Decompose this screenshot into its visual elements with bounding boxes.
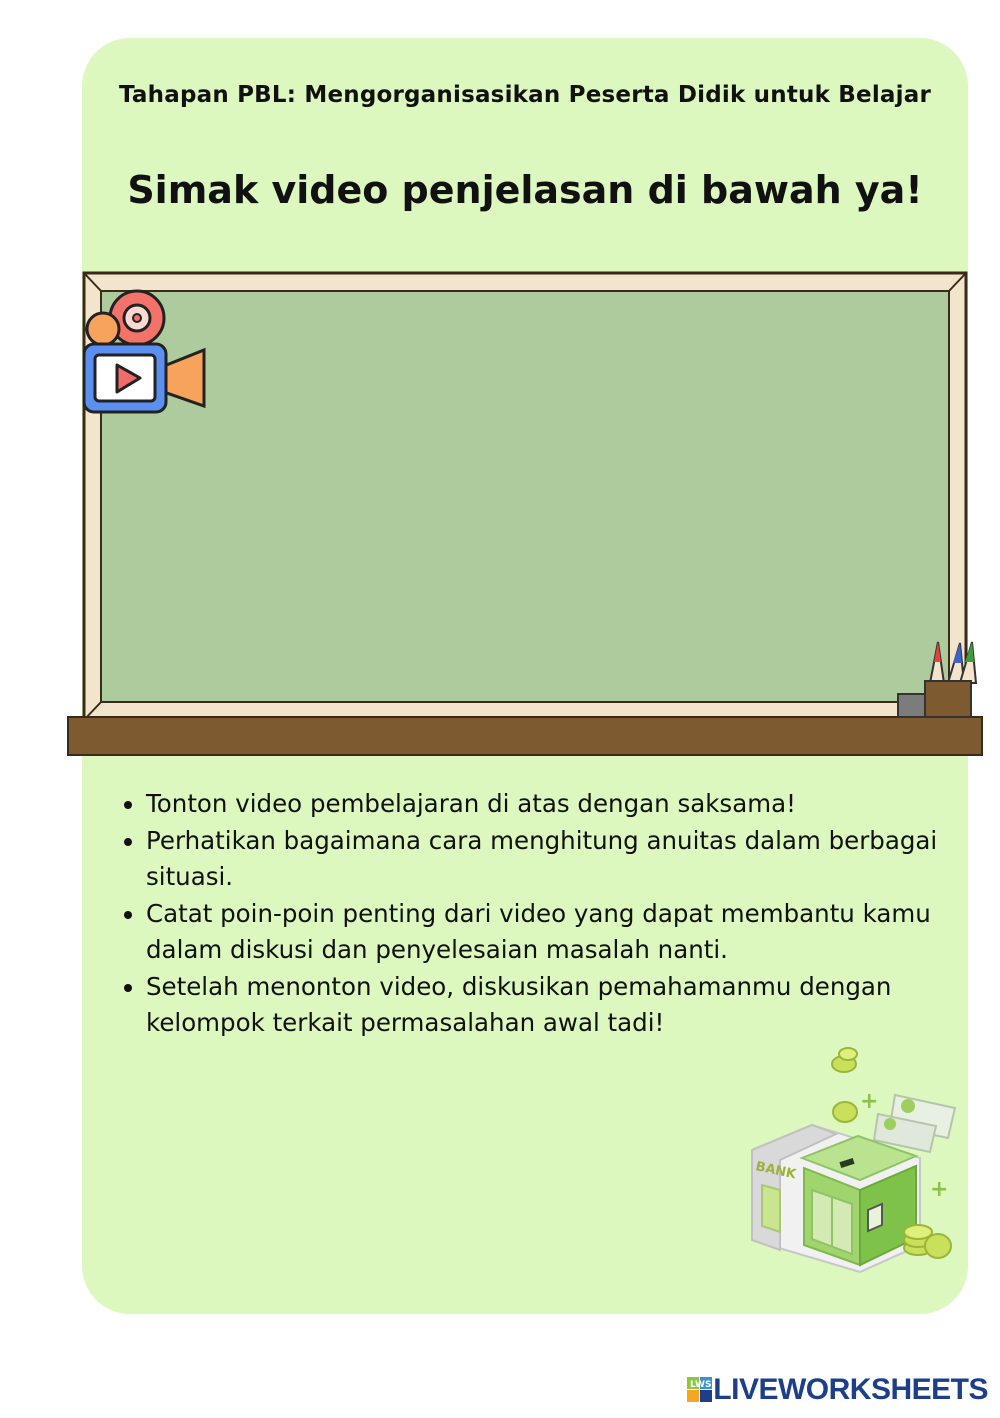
bank-sign: BANK [754, 1159, 798, 1183]
svg-text:+: + [930, 1177, 949, 1202]
svg-text:+: + [860, 1089, 879, 1114]
bank-illustration [740, 1040, 970, 1290]
instruction-item: • Catat poin-poin penting dari video yang dapat membantu kamu dalam diskusi dan penyelesaian masalah nanti. [146, 896, 1000, 969]
instruction-list [110, 786, 1000, 1042]
liveworksheets-logo[interactable] [687, 1373, 988, 1407]
eraser-icon [898, 694, 927, 717]
page-title: Simak video penjelasan di bawah ya! [127, 168, 923, 212]
instruction-item: • Perhatikan bagaimana cara menghitung anuitas dalam berbagai situasi. [146, 823, 1000, 896]
stage-label: Tahapan PBL: Mengorganisasikan Peserta Didik untuk Belajar [119, 82, 931, 108]
instruction-item: • Setelah menonton video, diskusikan pemahamanmu dengan kelompok terkait permasalahan awal tadi! [146, 969, 1000, 1042]
brand-name: LIVEWORKSHEETS [713, 1373, 988, 1406]
video-player[interactable] [101, 291, 949, 702]
logo-letters: LWS [690, 1380, 712, 1390]
chalkboard-ledge [68, 717, 982, 755]
instruction-item: • Tonton video pembelajaran di atas dengan saksama! [146, 786, 1000, 823]
liveworksheets-logo-icon [687, 1377, 713, 1403]
chalkboard [84, 273, 966, 720]
